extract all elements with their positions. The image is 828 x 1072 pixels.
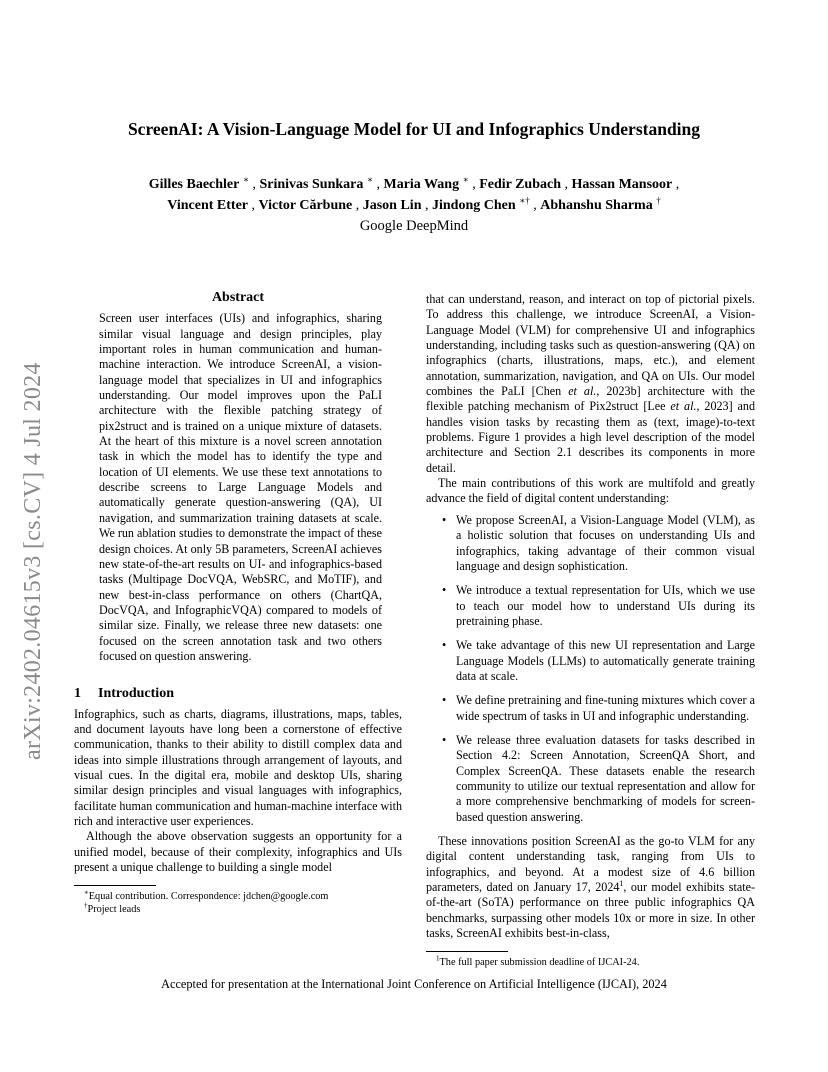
author-name: Victor Cărbune [258,198,353,213]
footnote-mark: ∗ [84,888,89,897]
text-run: that can understand, reason, and interact on top of pictorial pixels. To address this challenge, we introduce ScreenAI, a Vision-Language Model (VLM) for comprehensive UI and infographics understanding, including tasks such as question-answering (QA) on infographics (charts, illustrations, maps, etc.), and element annotation, summarization, navigation, and QA on UIs. Our model combines the PaLI [Chen [426,292,755,399]
page-footer: Accepted for presentation at the International Joint Conference on Artificial Intelligence (IJCAI), 2024 [161,977,667,991]
author-name: Gilles Baechler [148,177,240,192]
list-item: • We release three evaluation datasets for tasks described in Section 4.2: Screen Annotation, ScreenQA Short, and Complex ScreenQA. These datasets enable the research community to utilize our textual representation and allow for a more comprehensive benchmarking of models for screen-based question answering. [426,733,755,825]
author-mark: ∗ [242,174,249,185]
list-item: • We propose ScreenAI, a Vision-Language Model (VLM), as a holistic solution that focuses on understanding UIs and infographics, taking advantage of their common visual language and design sophistication. [426,513,755,574]
abstract-text: Screen user interfaces (UIs) and infographics, sharing similar visual language and design principles, play important roles in human communication and human-machine interaction. We introduce ScreenAI, a vision-language model that specializes in UI and infographics understanding. Our model improves upon the PaLI architecture with the flexible patching strategy of pix2struct and is trained on a unique mixture of datasets. At the heart of this mixture is a novel screen annotation task in which the model has to identify the type and location of UI elements. We use these text annotations to describe screens to Large Language Models and automatically generate question-answering (QA), UI navigation, and summarization training datasets at scale. We run ablation studies to demonstrate the impact of these design choices. At only 5B parameters, ScreenAI achieves new state-of-the-art results on UI- and infographics-based tasks (Multipage DocVQA, WebSRC, and MoTIF), and new best-in-class performance on others (ChartQA, DocVQA, and InfographicVQA) compared to models of similar size. Finally, we release three new datasets: one focused on the screen annotation task and two others focused on question answering. [99,311,382,663]
author-block [0,174,828,237]
footnote-text: Project leads [87,904,141,916]
author-name: Hassan Mansoor [571,177,673,192]
arxiv-watermark: arXiv:2402.04615v3 [cs.CV] 4 Jul 2024 [20,362,46,760]
list-item: • We take advantage of this new UI representation and Large Language Models (LLMs) to automatically generate training data at scale. [426,638,755,684]
et-al: et al. [568,384,597,399]
author-line-2: Vincent Etter , Victor Cărbune , Jason Lin , Jindong Chen ∗† , Abhanshu Sharma † [167,195,661,213]
footnote-project-leads [74,903,402,916]
text-run: , our model exhibits state-of-the-art (SoTA) performance on three public infographics QA benchmarks, surpassing other models 10x or more in size. In other tasks, ScreenAI exhibits best-in-class, [426,880,755,941]
author-name: Jindong Chen [431,198,516,213]
author-name: Fedir Zubach [479,177,561,192]
footnote-rule [74,885,156,886]
right-column [426,292,755,969]
author-name: Jason Lin [362,198,422,213]
list-item: • We introduce a textual representation for UIs, which we use to teach our model how to understand UIs during its pretraining phase. [426,583,755,629]
footnote-mark: 1 [436,954,440,963]
section-title: Introduction [98,686,174,702]
author-line-1: Gilles Baechler ∗ , Srinivas Sunkara ∗ , Maria Wang ∗ , Fedir Zubach , Hassan Mansoor , [148,174,680,192]
text-run: These innovations position ScreenAI as the go-to VLM for any digital content understanding task, ranging from UIs to infographics, and beyond. At a modest size of 4.6 billion parameters, dated on January 17, 2024 [426,834,755,895]
et-al: et al. [670,399,697,414]
list-item: • We define pretraining and fine-tuning mixtures which cover a wide spectrum of tasks in UI and infographic understanding. [426,693,755,724]
right-paragraph-1 [426,292,755,476]
paper-title: ScreenAI: A Vision-Language Model for UI and Infographics Understanding [127,119,701,139]
footnote-text: Equal contribution. Correspondence: jdchen@google.com [88,891,329,903]
author-mark: ∗† [519,195,530,206]
text-run: , 2023b] architecture with the flexible patching mechanism of Pix2struct [Lee [426,384,755,414]
intro-paragraph-2: Although the above observation suggests an opportunity for a unified model, because of their complexity, infographics and UIs present a unique challenge to building a single model [74,829,402,875]
author-name: Abhanshu Sharma [540,198,653,213]
footnote-equal-contribution [74,890,402,903]
affiliation: Google DeepMind [359,218,469,234]
footnote-mark: † [84,901,88,910]
footnote-text: The full paper submission deadline of IJCAI-24. [439,957,640,969]
author-name: Vincent Etter [167,198,249,213]
abstract-heading: Abstract [211,290,265,305]
right-paragraph-2: The main contributions of this work are multifold and greatly advance the field of digital content understanding: [426,476,755,506]
footnote-rule [426,951,508,952]
footnote-ref: 1 [619,879,624,888]
author-mark: ∗ [462,174,469,185]
author-name: Srinivas Sunkara [259,177,364,192]
footnote-deadline [426,956,755,969]
author-name: Maria Wang [383,177,460,192]
text-run: , 2023] and handles vision tasks by recasting them as (text, image)-to-text problems. Figure 1 provides a high level description of the model architecture and Section 2.1 describes its components in more detail. [426,399,756,475]
intro-paragraph-1: Infographics, such as charts, diagrams, illustrations, maps, tables, and document layouts have long been a cornerstone of effective communication, thanks to their ability to distill complex data and ideas into simple illustrations through arrangement of layouts, and visual cues. In the digital era, mobile and desktop UIs, sharing similar design principles and visual languages with infographics, facilitate human communication and human-machine interface with rich and interactive user experiences. [74,706,402,828]
contributions-list [426,513,755,825]
section-number: 1 [74,686,81,702]
left-column [74,290,402,916]
author-mark: † [656,195,661,206]
author-mark: ∗ [366,174,373,185]
right-paragraph-3 [426,834,755,941]
section-heading-introduction [74,686,402,701]
